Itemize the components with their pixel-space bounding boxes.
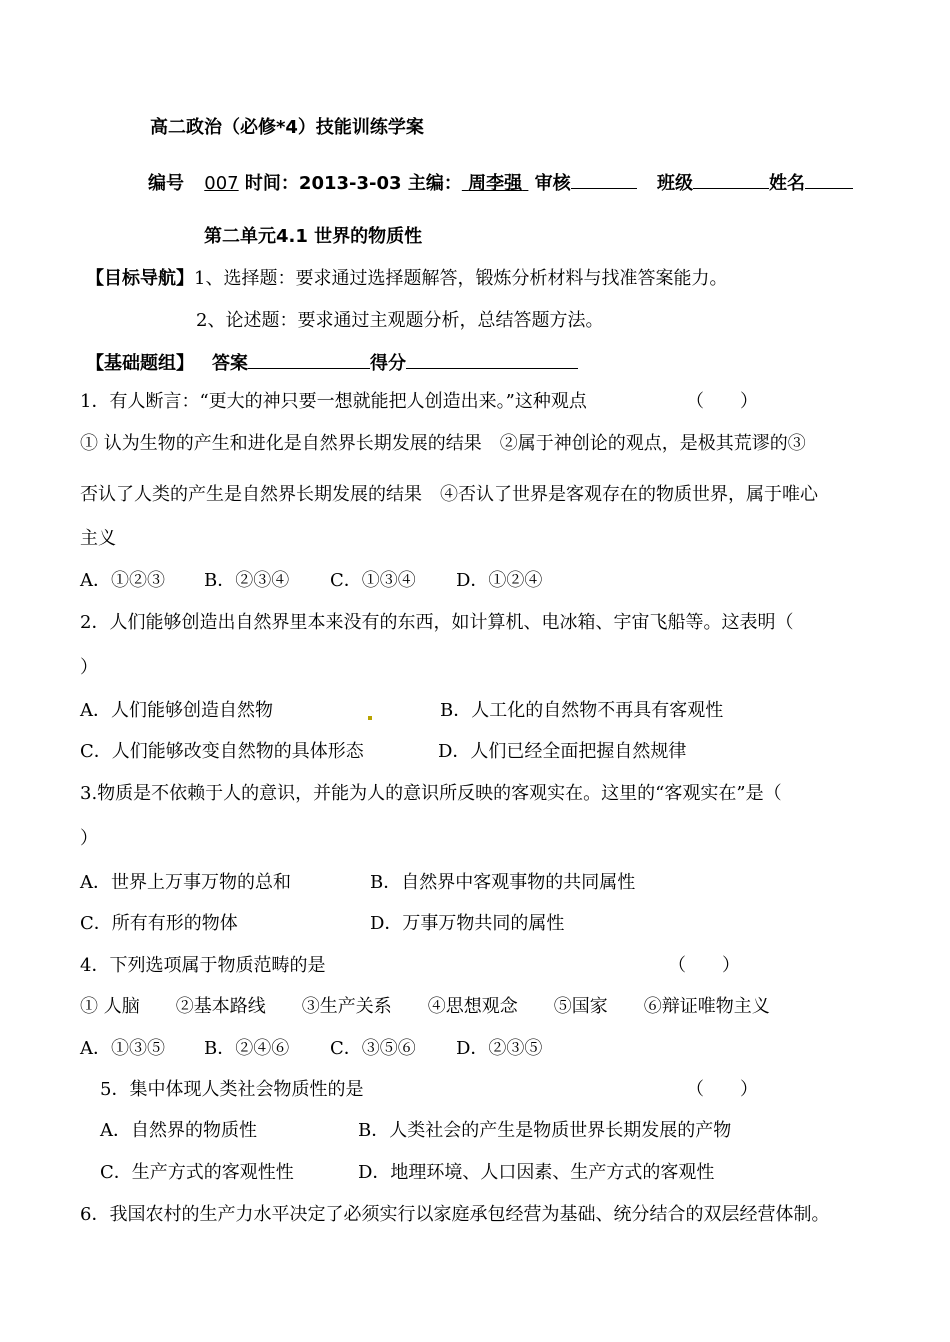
time-value: 2013-3-03 [298,173,402,194]
number-value: 007 [204,173,239,194]
class-blank[interactable] [693,170,769,189]
score-label: 得分 [370,353,406,374]
answer-blank[interactable] [248,350,370,369]
basic-group-line [86,350,578,376]
q2-option-a: A．人们能够创造自然物 [80,700,273,721]
q5-option-b: B．人类社会的产生是物质世界长期发展的产物 [358,1120,732,1141]
q2-option-c: C．人们能够改变自然物的具体形态 [80,741,364,762]
q2-stem-cont: ） [80,657,98,678]
q4-option-b: B．②④⑥ [204,1038,290,1059]
name-blank[interactable] [805,170,853,189]
editor-label: 主编： [407,173,462,194]
q3-stem: 3.物质是不依赖于人的意识，并能为人的意识所反映的客观实在。这里的“客观实在”是（ [80,783,782,804]
q3-option-d: D．万事万物共同的属性 [370,913,565,934]
q4-stem: 4．下列选项属于物质范畴的是 [80,955,326,976]
q1-option-d: D．①②④ [456,570,543,591]
q1-option-c: C．①③④ [330,570,416,591]
meta-line [148,170,853,196]
q5-paren: （ ） [686,1079,758,1100]
q5-option-a: A．自然界的物质性 [100,1120,257,1141]
q5-stem: 5．集中体现人类社会物质性的是 [100,1079,364,1100]
q1-line-3: 否认了人类的产生是自然界长期发展的结果 ④否认了世界是客观存在的物质世界，属于唯心 [80,484,818,505]
class-label: 班级 [656,173,693,194]
q4-items: ① 人脑 ②基本路线 ③生产关系 ④思想观念 ⑤国家 ⑥辩证唯物主义 [80,996,770,1017]
q5-option-c: C．生产方式的客观性性 [100,1162,294,1183]
review-label: 审核 [534,173,571,194]
q5-option-d: D．地理环境、人口因素、生产方式的客观性 [358,1162,715,1183]
stray-dot [368,716,372,720]
q1-option-a: A．①②③ [80,570,165,591]
q1-paren: （ ） [686,391,758,412]
q3-option-b: B．自然界中客观事物的共同属性 [370,872,636,893]
editor-value: 周李强 [468,173,523,194]
score-blank[interactable] [406,350,578,369]
time-label: 时间： [244,173,299,194]
number-label: 编号 [148,173,184,194]
q4-option-d: D．②③⑤ [456,1038,543,1059]
goals-label: 【目标导航】 [86,268,194,289]
q2-option-d: D．人们已经全面把握自然规律 [438,741,687,762]
page-title: 高二政治（必修*4）技能训练学案 [150,117,424,138]
q1-option-b: B．②③④ [204,570,290,591]
name-label: 姓名 [768,173,805,194]
unit-title: 第二单元4.1 世界的物质性 [204,226,423,247]
q4-option-c: C．③⑤⑥ [330,1038,416,1059]
q2-stem: 2．人们能够创造出自然界里本来没有的东西，如计算机、电冰箱、宇宙飞船等。这表明（ [80,612,794,633]
answer-label: 答案 [212,353,248,374]
goals-item-2: 2、论述题：要求通过主观题分析，总结答题方法。 [196,310,604,331]
review-blank[interactable] [571,170,637,189]
q4-paren: （ ） [668,955,740,976]
q3-option-c: C．所有有形的物体 [80,913,238,934]
q1-line-2: ① 认为生物的产生和进化是自然界长期发展的结果 ②属于神创论的观点，是极其荒谬的③ [80,433,806,454]
q3-option-a: A．世界上万事万物的总和 [80,872,291,893]
q2-option-b: B．人工化的自然物不再具有客观性 [440,700,724,721]
q4-option-a: A．①③⑤ [80,1038,165,1059]
q3-stem-cont: ） [80,828,98,849]
q1-line-4: 主义 [80,528,116,549]
q6-stem: 6．我国农村的生产力水平决定了必须实行以家庭承包经营为基础、统分结合的双层经营体制。 [80,1204,830,1225]
basic-label: 【基础题组】 [86,353,194,374]
goals-item-1: 【目标导航】1、选择题：要求通过选择题解答，锻炼分析材料与找准答案能力。 [86,268,728,289]
q1-stem: 1．有人断言：“更大的神只要一想就能把人创造出来。”这种观点 [80,391,587,412]
